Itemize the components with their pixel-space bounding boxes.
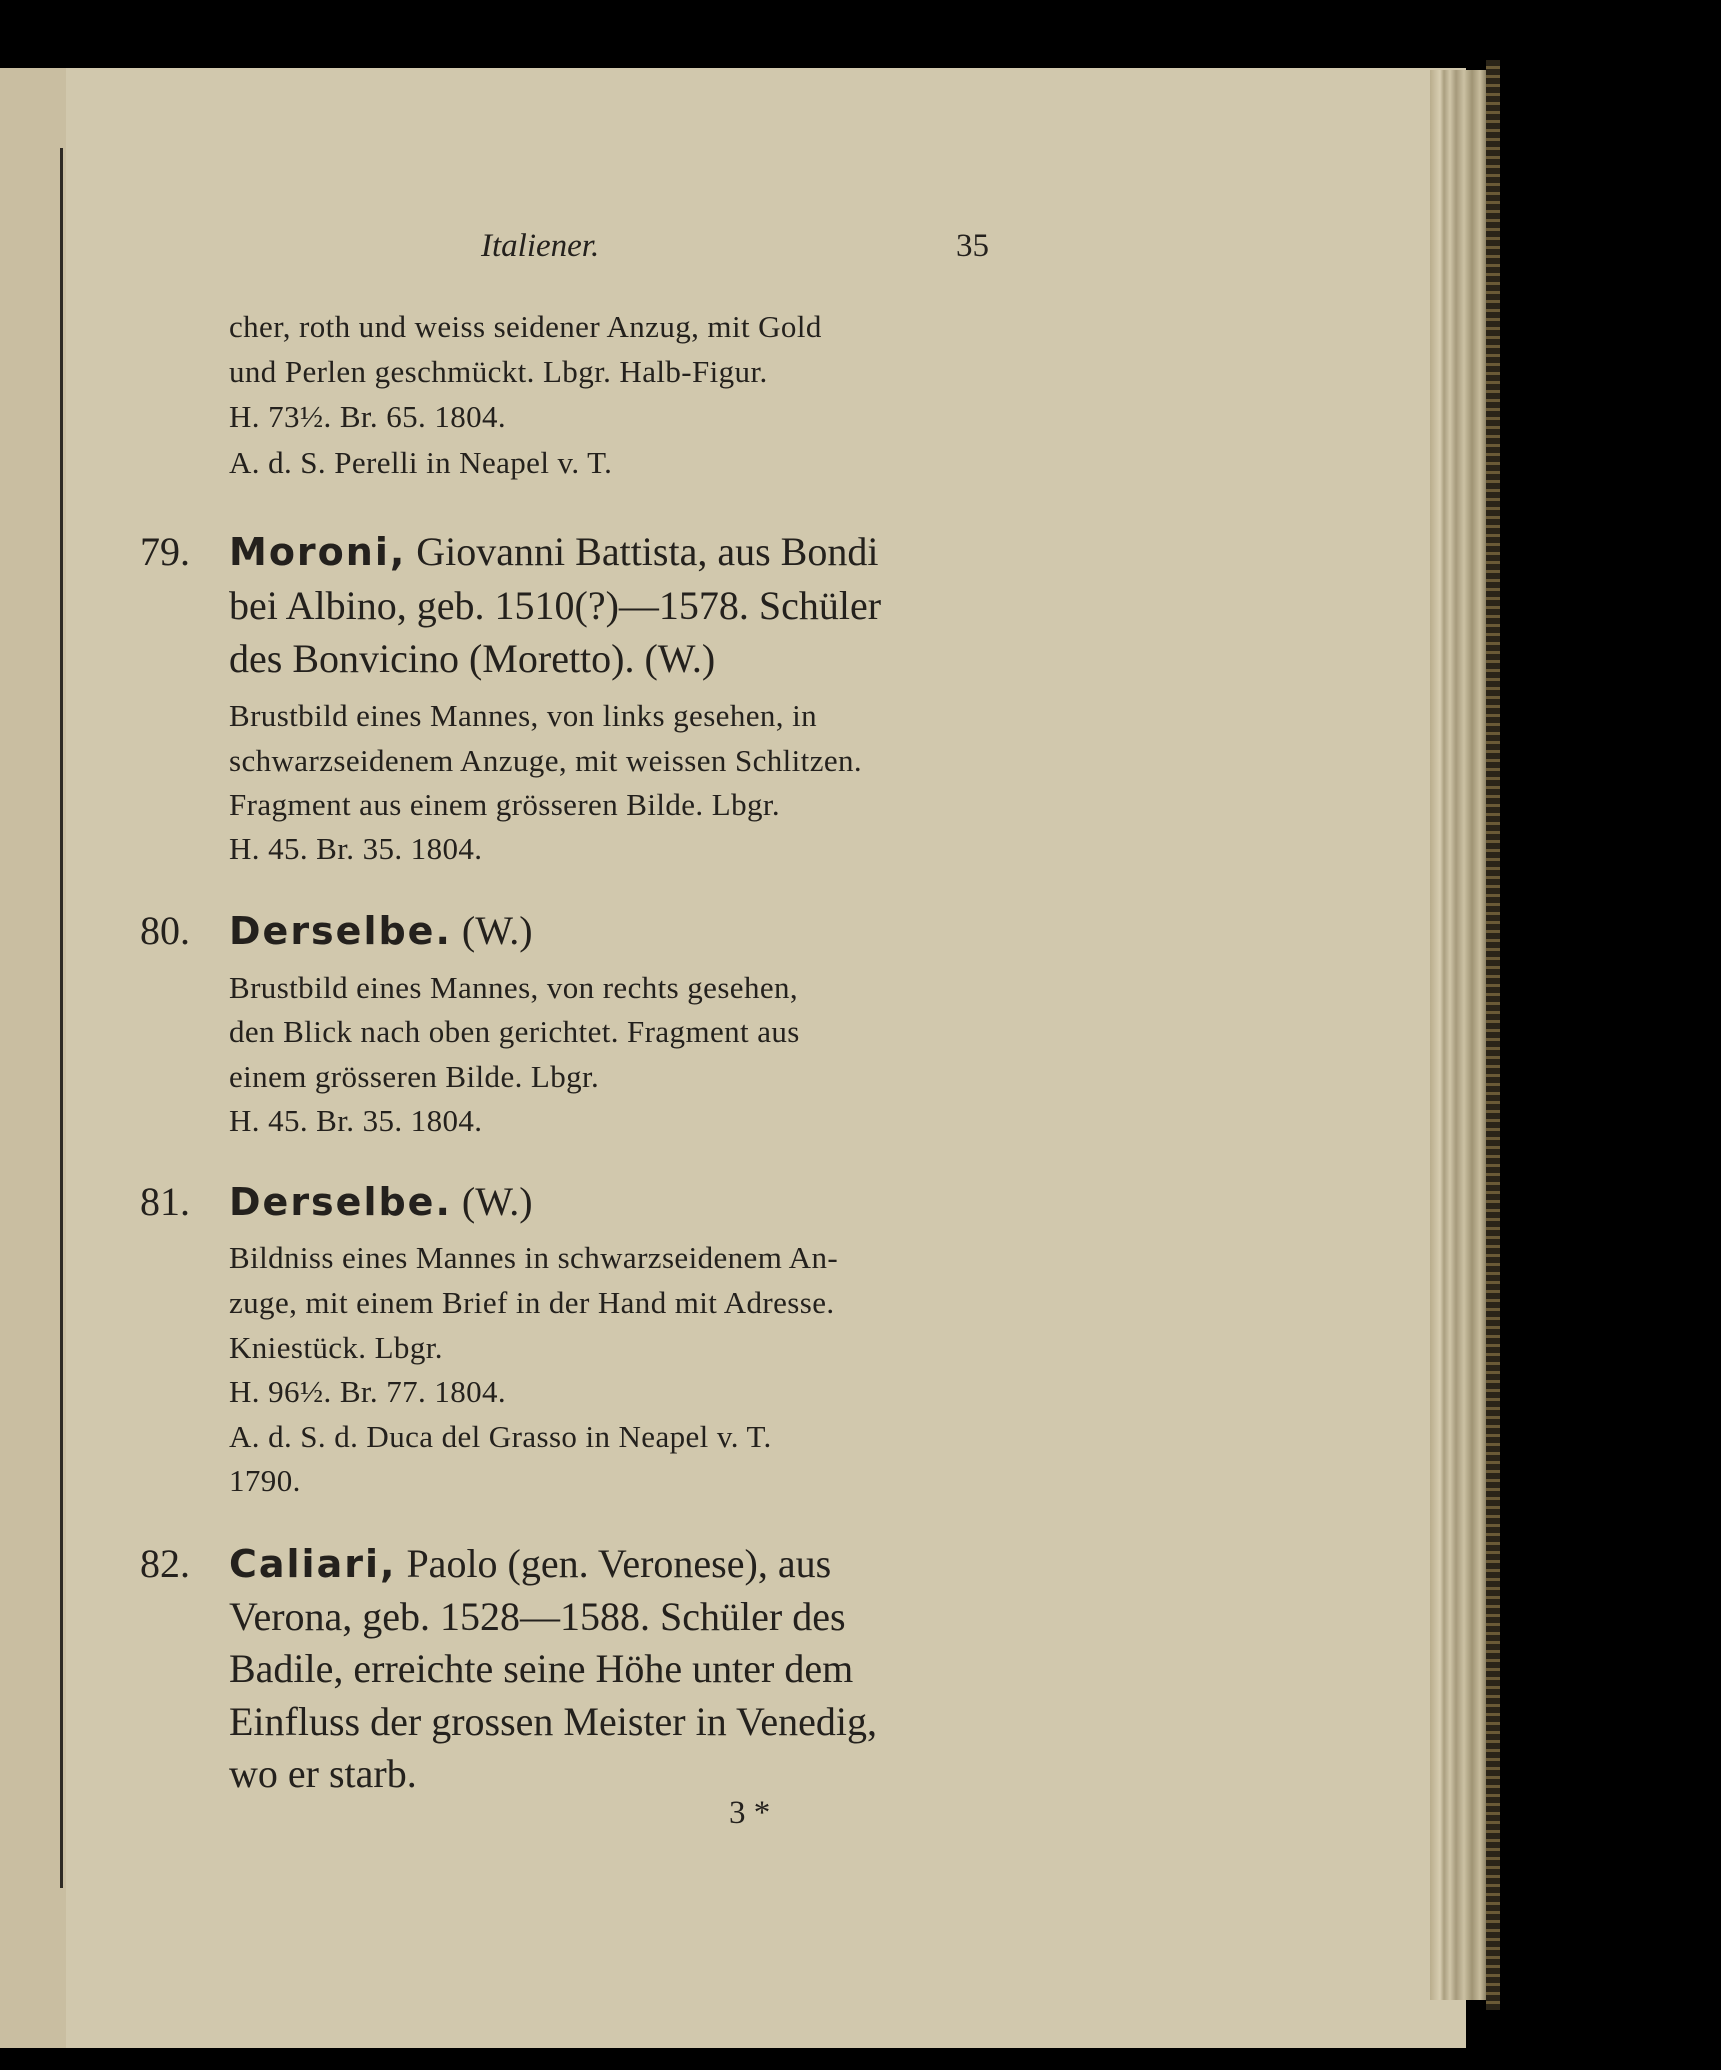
entry-heading-line xyxy=(229,528,878,575)
entry-number: 81. xyxy=(140,1179,190,1224)
entry-heading-line xyxy=(229,1178,533,1225)
description-line: Kniestück. Lbgr. xyxy=(229,1330,443,1365)
entry-heading-line: Badile, erreichte seine Höhe unter dem xyxy=(229,1646,854,1691)
description-line: zuge, mit einem Brief in der Hand mit Adresse. xyxy=(229,1285,835,1320)
description-line: Fragment aus einem grösseren Bilde. Lbgr. xyxy=(229,787,781,822)
description-line: Brustbild eines Mannes, von rechts gesehen, xyxy=(229,970,799,1005)
page-stack-edge xyxy=(1430,70,1486,2000)
description-line: H. 45. Br. 35. 1804. xyxy=(229,1103,483,1138)
continuation-line: cher, roth und weiss seidener Anzug, mit Gold xyxy=(229,309,822,344)
page-header xyxy=(229,228,989,276)
artist-name: Caliari, xyxy=(229,1542,397,1586)
entry-heading-line: bei Albino, geb. 1510(?)—1578. Schüler xyxy=(229,583,882,628)
artist-details: (W.) xyxy=(461,1179,533,1224)
page-number: 35 xyxy=(956,228,989,264)
artist-details: Giovanni Battista, aus Bondi xyxy=(416,529,879,574)
description-line: den Blick nach oben gerichtet. Fragment aus xyxy=(229,1014,800,1049)
description-line: Brustbild eines Mannes, von links gesehen, in xyxy=(229,698,817,733)
artist-name: Derselbe. xyxy=(229,909,452,953)
entry-heading-line xyxy=(229,1540,831,1587)
entry-number: 82. xyxy=(140,1541,190,1586)
continuation-line: A. d. S. Perelli in Neapel v. T. xyxy=(229,445,613,480)
entry-number: 80. xyxy=(140,908,190,953)
book-spine xyxy=(1486,60,1500,2010)
description-line: einem grösseren Bilde. Lbgr. xyxy=(229,1059,600,1094)
artist-details: (W.) xyxy=(461,908,533,953)
entry-number: 79. xyxy=(140,529,190,574)
signature-mark: 3 * xyxy=(729,1795,771,1831)
description-line: H. 96½. Br. 77. 1804. xyxy=(229,1374,507,1409)
artist-name: Moroni, xyxy=(229,530,407,574)
description-line: schwarzseidenem Anzuge, mit weissen Schlitzen. xyxy=(229,743,863,778)
entry-heading-line: Verona, geb. 1528—1588. Schüler des xyxy=(229,1594,846,1639)
entry-heading-line: des Bonvicino (Moretto). (W.) xyxy=(229,636,716,681)
continuation-line: H. 73½. Br. 65. 1804. xyxy=(229,399,507,434)
entry-heading-line: wo er starb. xyxy=(229,1751,417,1796)
description-line: H. 45. Br. 35. 1804. xyxy=(229,831,483,866)
running-head: Italiener. xyxy=(481,228,600,264)
entry-heading-line: Einfluss der grossen Meister in Venedig, xyxy=(229,1699,878,1744)
artist-details: Paolo (gen. Veronese), aus xyxy=(406,1541,832,1586)
description-line: 1790. xyxy=(229,1463,301,1498)
continuation-line: und Perlen geschmückt. Lbgr. Halb-Figur. xyxy=(229,354,768,389)
artist-name: Derselbe. xyxy=(229,1180,452,1224)
description-line: Bildniss eines Mannes in schwarzseidenem An- xyxy=(229,1240,839,1275)
left-page-rule xyxy=(60,148,63,1888)
entry-heading-line xyxy=(229,907,533,954)
left-page-edge xyxy=(0,68,68,2048)
description-line: A. d. S. d. Duca del Grasso in Neapel v. T. xyxy=(229,1419,772,1454)
